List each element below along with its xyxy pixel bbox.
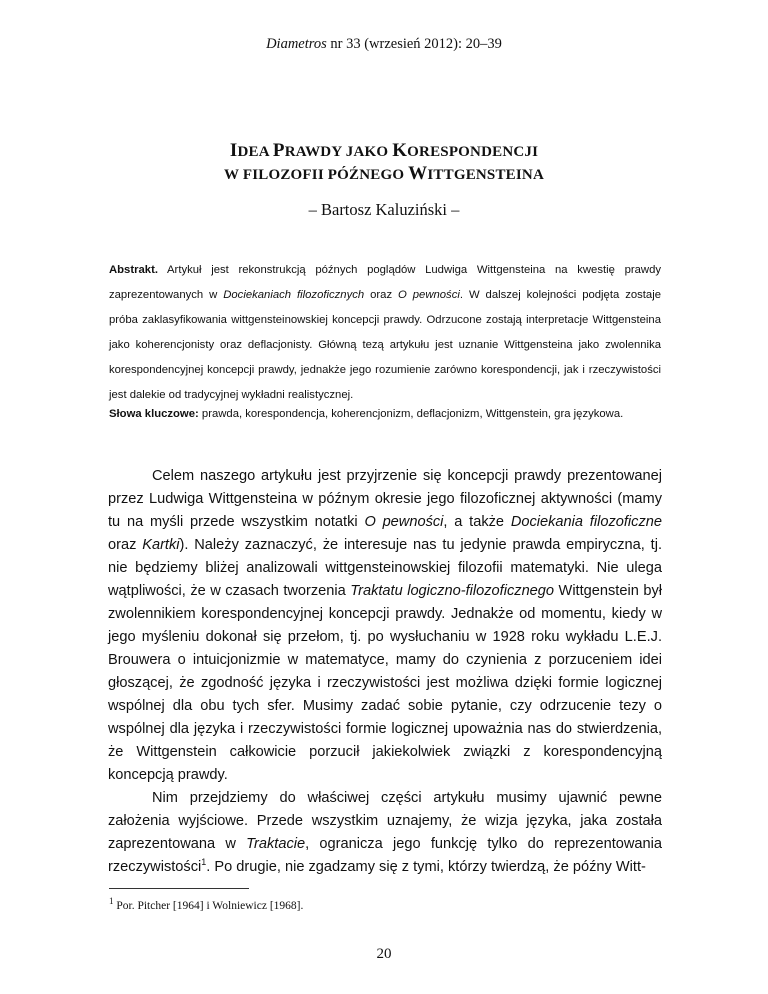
abstract-italic: O pewności <box>398 289 460 301</box>
paragraph-text: oraz <box>108 537 143 553</box>
paragraph-text: . Po drugie, nie zgadzamy się z tymi, którzy twierdzą, że późny Witt- <box>206 859 646 875</box>
title-small-caps: DEA <box>237 144 273 160</box>
issue-info: nr 33 (wrzesień 2012): 20–39 <box>326 36 502 52</box>
paragraph-2 <box>108 787 662 879</box>
title-cap: P <box>272 140 285 161</box>
book-title: Kartki <box>142 537 180 553</box>
journal-name: Diametros <box>266 36 327 52</box>
title-cap: I <box>229 140 238 161</box>
abstract <box>109 258 661 408</box>
footnote <box>109 896 661 912</box>
abstract-label: Abstrakt. <box>109 264 158 276</box>
footnote-number: 1 <box>109 896 114 907</box>
keywords-text: prawda, korespondencja, koherencjonizm, deflacjonizm, Wittgenstein, gra językowa. <box>198 408 624 420</box>
author-line: – Bartosz Kaluziński – <box>308 200 460 219</box>
abstract-text: Artykuł jest rekonstrukcją późnych poglądów Ludwiga Wittgensteina na kwestię prawdy zaprezentowanych w <box>109 264 661 301</box>
abstract-text: oraz <box>364 289 399 301</box>
paragraph-text: , a także <box>443 514 511 530</box>
title-line-1 <box>0 140 768 163</box>
title-small-caps: RAWDY JAKO <box>284 144 393 160</box>
book-title: Traktacie <box>246 836 306 852</box>
title-small-caps: ORESPONDENCJI <box>407 144 539 160</box>
paragraph-text: Nim przejdziemy do właściwej części artykułu musimy ujawnić pewne założenia wyjściowe. Przede wszystkim uznajemy, że wizja języka, jaka została zaprezentowana w <box>108 790 662 852</box>
footnote-divider <box>109 888 249 889</box>
paragraph-text: Celem naszego artykułu jest przyjrzenie się koncepcji prawdy prezentowanej przez Ludwiga Wittgensteina w późnym okresie jego filozoficznej aktywności (mamy tu na myśli przede wszystkim notatki <box>108 468 662 530</box>
title-line-2 <box>0 163 768 186</box>
article-title <box>0 140 768 186</box>
book-title: Traktatu logiczno-filozoficznego <box>350 583 555 599</box>
footnote-text: Por. Pitcher [1964] i Wolniewicz [1968]. <box>113 900 304 912</box>
running-header <box>0 36 768 53</box>
title-small-caps: ITTGENSTEINA <box>427 167 544 183</box>
body-text <box>108 465 662 879</box>
paragraph-1 <box>108 465 662 787</box>
paragraph-text: , ogranicza jego funkcję tylko do reprezentowania rzeczywistości <box>108 836 662 875</box>
book-title: Dociekania filozoficzne <box>510 514 663 530</box>
abstract-text: . W dalszej kolejności podjęta zostaje próba zaklasyfikowania wittgensteinowskiej koncepcji prawdy. Odrzucone zostają interpretacje Wittgensteina jako koherencjonisty oraz deflacjonisty. Główną tezą artykułu jest uznanie Wittgensteina jako zwolennika korespondencyjnej koncepcji prawdy, jednakże jego rozumienie zarówno korespondencji, jak i rzeczywistości jest dalekie od tradycyjnej wykładni realistycznej. <box>109 289 661 401</box>
title-cap: K <box>392 140 408 161</box>
paragraph-text: ). Należy zaznaczyć, że interesuje nas tu jedynie prawda empiryczna, tj. nie będziemy bliżej analizowali wittgensteinowskiej filozofii matematyki. Nie ulega wątpliwości, że w czasach tworzenia <box>108 537 662 599</box>
footnote-ref[interactable]: 1 <box>201 857 207 868</box>
abstract-italic: Dociekaniach filozoficznych <box>223 289 365 301</box>
book-title: O pewności <box>364 514 444 530</box>
keywords-label: Słowa kluczowe: <box>109 408 199 420</box>
title-small-caps: W FILOZOFII PÓŹNEGO <box>224 167 409 183</box>
paragraph-text: Wittgenstein był zwolennikiem korespondencyjnej koncepcji prawdy. Jednakże od momentu, kiedy w jego myśleniu dokonał się przełom, tj. po wysłuchaniu w 1928 roku wykładu L.E.J. Brouwera o intuicjonizmie w matematyce, mamy do czynienia z porzuceniem idei głoszącej, że zgodność języka i rzeczywistości jest możliwa dzięki formie logicznej wspólnej dla obu tych sfer. Musimy zadać sobie pytanie, czy odrzucenie tezy o wspólnej dla języka i rzeczywistości formie logicznej upoważnia nas do stwierdzenia, że Wittgenstein całkowicie porzucił jakiekolwiek związki z korespondencyjną koncepcją prawdy. <box>108 583 662 783</box>
keywords <box>109 402 661 427</box>
title-cap: W <box>408 163 428 184</box>
page-number: 20 <box>376 946 392 962</box>
